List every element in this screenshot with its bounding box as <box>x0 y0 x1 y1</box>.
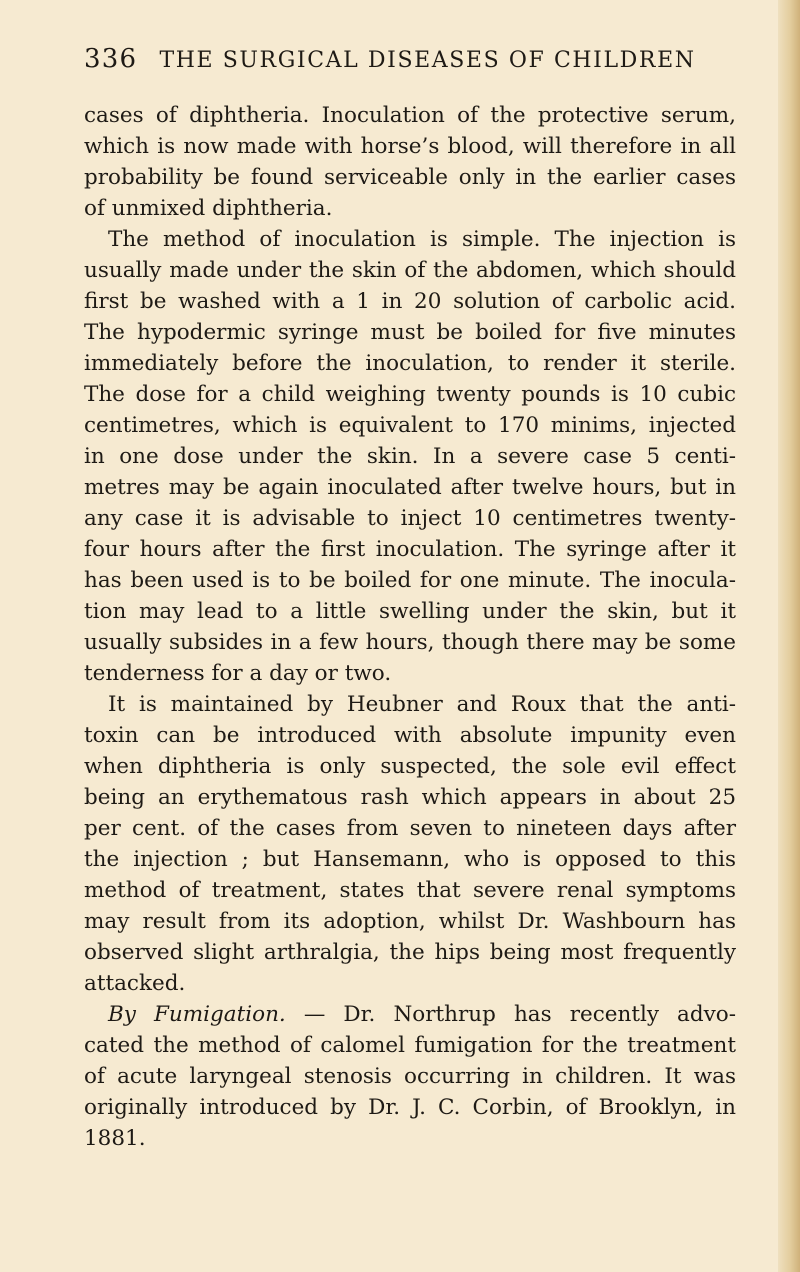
subsection-first-line-text: Dr. Northrup has recently advo- <box>343 1002 736 1027</box>
subsection-heading: By Fumigation. <box>108 1002 286 1027</box>
body-text <box>84 100 736 1154</box>
text-line: the injection ; but Hansemann, who is opposed to this <box>84 847 736 872</box>
subsection-first-line <box>84 999 736 1030</box>
text-line: The dose for a child weighing twenty pounds is 10 cubic <box>84 382 736 407</box>
text-line: cases of diphtheria. Inoculation of the protective serum, <box>84 103 736 128</box>
text-line: attacked. <box>84 971 186 996</box>
text-line: has been used is to be boiled for one minute. The inocula- <box>84 568 736 593</box>
text-line: originally introduced by Dr. J. C. Corbin, of Brooklyn, in <box>84 1095 736 1120</box>
text-line: probability be found serviceable only in the earlier cases <box>84 165 736 190</box>
text-line: usually made under the skin of the abdomen, which should <box>84 258 736 283</box>
text-line: of unmixed diphtheria. <box>84 196 333 221</box>
text-line: being an erythematous rash which appears in about 25 <box>84 785 736 810</box>
page-edge-shadow <box>778 0 800 1272</box>
text-line: in one dose under the skin. In a severe case 5 centi- <box>84 444 736 469</box>
text-line: tion may lead to a little swelling under the skin, but it <box>84 599 736 624</box>
text-line: observed slight arthralgia, the hips being most frequently <box>84 940 736 965</box>
subsection-dash: — <box>285 1002 344 1027</box>
text-line: four hours after the first inoculation. The syringe after it <box>84 537 736 562</box>
text-line: The hypodermic syringe must be boiled for five minutes <box>84 320 736 345</box>
text-line: cated the method of calomel fumigation for the treatment <box>84 1033 736 1058</box>
text-line: first be washed with a 1 in 20 solution of carbolic acid. <box>84 289 736 314</box>
running-title: THE SURGICAL DISEASES OF CHILDREN <box>159 48 696 73</box>
text-line: toxin can be introduced with absolute impunity even <box>84 723 736 748</box>
text-line: It is maintained by Heubner and Roux that the anti- <box>108 692 736 717</box>
text-line: immediately before the inoculation, to render it sterile. <box>84 351 736 376</box>
text-line: may result from its adoption, whilst Dr. Washbourn has <box>84 909 736 934</box>
text-line: centimetres, which is equivalent to 170 minims, injected <box>84 413 736 438</box>
text-line: 1881. <box>84 1126 146 1151</box>
text-line: method of treatment, states that severe renal symptoms <box>84 878 736 903</box>
text-line: metres may be again inoculated after twelve hours, but in <box>84 475 736 500</box>
page-header <box>84 44 724 74</box>
text-line: usually subsides in a few hours, though there may be some <box>84 630 736 655</box>
text-line: which is now made with horse’s blood, will therefore in all <box>84 134 736 159</box>
text-line: tenderness for a day or two. <box>84 661 392 686</box>
text-line: any case it is advisable to inject 10 centimetres twenty- <box>84 506 736 531</box>
text-line: The method of inoculation is simple. The injection is <box>108 227 736 252</box>
text-line: when diphtheria is only suspected, the sole evil effect <box>84 754 736 779</box>
page-number: 336 <box>84 44 138 74</box>
text-line: of acute laryngeal stenosis occurring in children. It was <box>84 1064 736 1089</box>
text-line: per cent. of the cases from seven to nineteen days after <box>84 816 736 841</box>
